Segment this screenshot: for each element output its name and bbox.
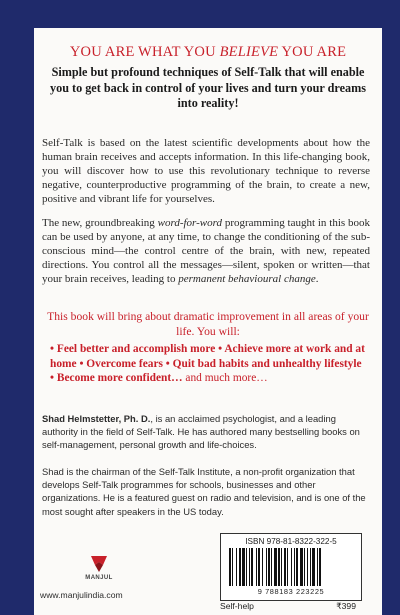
barcode-digits: 9 788183 223225 bbox=[257, 587, 325, 596]
benefit-item bbox=[79, 358, 163, 370]
paragraph2-part3: . bbox=[315, 273, 319, 285]
publisher-name: MANJUL bbox=[85, 575, 113, 581]
author-name: Shad Helmstetter, Ph. D. bbox=[42, 413, 151, 424]
cover-panel bbox=[34, 28, 382, 615]
improvement-intro: This book will bring about dramatic improvement in all areas of your life. You will: bbox=[47, 310, 369, 338]
price-label: ₹399 bbox=[336, 601, 356, 611]
barcode-icon bbox=[227, 548, 355, 586]
benefit-text: Overcome fears bbox=[86, 357, 163, 370]
category-label: Self-help bbox=[220, 601, 254, 611]
isbn-label: ISBN 978-81-8322-322-5 bbox=[245, 537, 337, 546]
benefit-item bbox=[50, 343, 215, 355]
publisher-website: www.manjulindia.com bbox=[40, 590, 123, 600]
paragraph2-part2: programming taught in this book can be used by anyone, at any time, to change the conditioning of the sub-conscious mind—the control centre of the brain, with new, repeated directions. You control all the messages—silent, spoken or written—that your brain receives, leading to bbox=[42, 217, 370, 285]
bullet-glyph: • bbox=[165, 357, 170, 370]
programming-paragraph bbox=[42, 216, 370, 286]
benefits-list bbox=[50, 342, 368, 386]
benefit-text: Achieve more at work and at home bbox=[50, 343, 365, 370]
cover-content bbox=[34, 28, 382, 615]
barcode-panel bbox=[220, 533, 362, 601]
benefit-item bbox=[50, 372, 183, 384]
intro-paragraph: Self-Talk is based on the latest scientific developments about how the human brain receives and accepts information. In this life-changing book, you will discover how to use this revolutionary technique to reverse negative, counterproductive programming of the brain, to create a new, positive and vibrant life for yourselves. bbox=[42, 137, 370, 205]
subheading: Simple but profound techniques of Self-Talk that will enable you to get back in control of your lives and turn your dreams into reality! bbox=[50, 65, 366, 110]
author-bio bbox=[42, 412, 372, 452]
headline bbox=[34, 44, 382, 61]
headline-part1: YOU ARE WHAT YOU bbox=[69, 44, 220, 60]
bullet-glyph: • bbox=[50, 372, 54, 385]
publisher-logo bbox=[54, 554, 144, 581]
bullet-glyph: • bbox=[79, 357, 84, 370]
benefit-item bbox=[166, 358, 362, 370]
paragraph2-italic2: permanent behavioural change bbox=[178, 273, 316, 285]
author-bio-text: , is an acclaimed psychologist, and a leading authority in the field of Self-Talk. He has authored many bestselling books on self-management, personal growth and life-choices. bbox=[42, 413, 360, 451]
bullet-glyph: • bbox=[50, 343, 54, 355]
headline-emphasis: BELIEVE bbox=[219, 44, 279, 60]
benefit-text: Feel better and accomplish more bbox=[56, 343, 216, 355]
bullet-glyph: • bbox=[218, 343, 223, 355]
benefit-text: Quit bad habits and unhealthy lifestyle bbox=[172, 357, 362, 370]
headline-part2: YOU ARE bbox=[278, 44, 347, 60]
paragraph2-italic1: word-for-word bbox=[157, 217, 222, 229]
manjul-logo-icon bbox=[88, 554, 110, 574]
benefit-text: Become more confident… bbox=[56, 372, 183, 385]
paragraph2-part1: The new, groundbreaking bbox=[42, 217, 158, 229]
author-bio-2: Shad is the chairman of the Self-Talk Institute, a non-profit organization that develops Self-Talk programmes for schools, businesses and other organizations. He is a featured guest on radio and television, and is one of the most sought after speakers in the US today. bbox=[42, 466, 366, 517]
price-row bbox=[220, 601, 360, 613]
benefits-tail: and much more… bbox=[185, 372, 268, 385]
